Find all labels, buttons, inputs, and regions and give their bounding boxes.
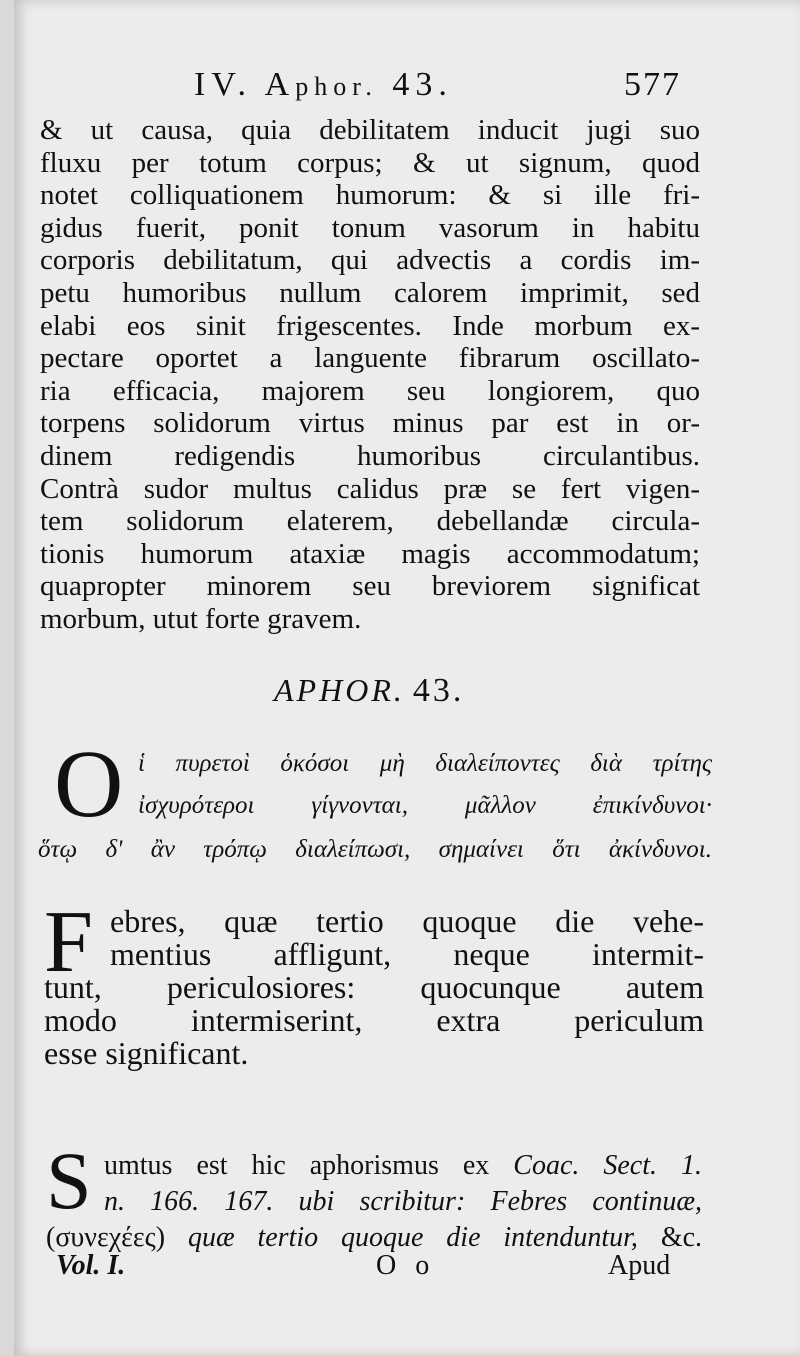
paragraph-continuation [40,114,700,636]
text-line: ria efficacia, majorem seu longiorem, quo [40,374,700,407]
text-line: dinem redigendis humoribus circulantibus. [40,439,700,472]
commentary-line [104,1184,702,1220]
drop-cap-o: O [54,730,124,837]
text-line: pectare oportet a languente fibrarum oscillato- [40,342,700,375]
latin-line: ebres, quæ tertio quoque die vehe- [110,903,704,939]
running-head-part: phor. [295,72,378,101]
text-line: Contrà sudor multus calidus præ se fert vigen- [40,472,700,505]
commentary-greek: (συνεχέες) [46,1222,166,1253]
aphorism-heading [274,672,464,710]
volume-mark: Vol. I. [56,1250,126,1281]
text-line: & ut causa, quia debilitatem inducit jugi suo [40,114,700,146]
text-line: fluxu per totum corpus; & ut signum, quod [40,146,700,179]
drop-cap-f: F [44,894,93,991]
latin-line: mentius affligunt, neque intermit- [110,936,704,972]
text-line: quapropter minorem seu breviorem significat [40,570,700,603]
greek-line: ἱ πυρετοὶ ὁκόσοι μὴ διαλείποντες διὰ τρίτης [138,750,712,777]
running-head-part: 43. [392,66,453,103]
commentary-quote: quæ tertio quoque die intenduntur, [187,1222,638,1253]
commentary-line [104,1148,702,1184]
commentary-line [46,1220,702,1256]
greek-line: ὅτῳ δ' ἂν τρόπῳ διαλείπωσι, σημαίνει ὅτι ἀκίνδυνοι. [38,836,712,863]
text-line: gidus fuerit, ponit tonum vasorum in habitu [40,211,700,244]
latin-line: modo intermiserint, extra periculum [44,1002,704,1038]
text-line: petu humoribus nullum calorem imprimit, sed [40,276,700,309]
running-head [194,66,453,104]
commentary-text: &c. [660,1222,703,1253]
latin-line: esse significant. [44,1035,249,1071]
text-line: tionis humorum ataxiæ magis accommodatum; [40,537,700,570]
book-page [14,0,800,1356]
text-line: elabi eos sinit frigescentes. Inde morbum ex- [40,309,700,342]
page-header [14,58,800,108]
aphorism-number: 43. [412,672,465,709]
drop-cap-s: S [46,1135,92,1226]
greek-line: ἰσχυρότεροι γίγνονται, μᾶλλον ἐπικίνδυνοι· [138,792,712,819]
page-number: 577 [624,66,681,103]
text-line: corporis debilitatum, qui advectis a cordis im- [40,244,700,277]
text-line: tem solidorum elaterem, debellandæ circula- [40,505,700,538]
commentary-citation: Coac. Sect. 1. [513,1150,703,1181]
running-head-part: IV. [194,66,252,103]
signature-mark: O o [376,1250,436,1281]
text-line: notet colliquationem humorum: & si ille fri- [40,179,700,212]
aphorism-label: APHOR. [274,672,405,708]
text-line: torpens solidorum virtus minus par est in or- [40,407,700,440]
commentary-text: umtus est hic aphorismus ex [104,1150,490,1181]
catchword: Apud [608,1250,671,1281]
running-head-part: A [264,66,296,103]
latin-line: tunt, periculosiores: quocunque autem [44,969,704,1005]
commentary-citation: n. 166. 167. ubi scribitur: [104,1186,466,1217]
commentary-quote: Febres continuæ, [490,1186,703,1217]
text-line: morbum, utut forte gravem. [40,602,362,635]
